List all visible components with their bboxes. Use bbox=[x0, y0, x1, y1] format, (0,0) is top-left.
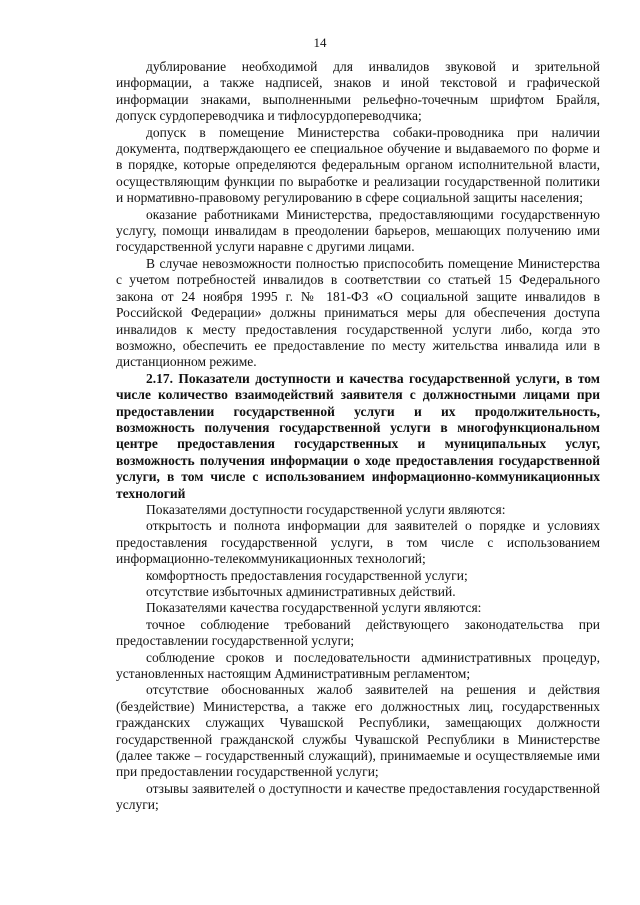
paragraph: открытость и полнота информации для заявителей о порядке и условиях предоставления государственной услуги, в том числе с использованием информационно-телекоммуникационных технологий; bbox=[116, 518, 600, 567]
paragraph: отсутствие избыточных административных действий. bbox=[146, 584, 456, 599]
document-body bbox=[116, 59, 600, 814]
section-heading: 2.17. Показатели доступности и качества государственной услуги, в том числе количество взаимодействий заявителя с должностными лицами при предоставлении государственной услуги и их продолжительность, возможность получения государственной услуги в многофункциональном центре предоставления государственных и муниципальных услуг, возможность получения информации о ходе предоставления государственной услуги, в том числе с использованием информационно-коммуникационных технологий bbox=[116, 370, 600, 501]
paragraph: Показателями доступности государственной услуги являются: bbox=[146, 501, 506, 517]
paragraph: допуск в помещение Министерства собаки-проводника при наличии документа, подтверждающего ее специальное обучение и выдаваемого по форме и в порядке, которые определяются федеральным органом исполнительной власти, осуществляющим функции по выработке и реализации государственной политики и нормативно-правовому регулированию в сфере социальной защиты населения; bbox=[116, 124, 600, 206]
paragraph: Показателями качества государственной услуги являются: bbox=[146, 600, 482, 616]
paragraph: отсутствие обоснованных жалоб заявителей на решения и действия (бездействие) Министерства, а также его должностных лиц, государственных гражданских служащих Чувашской Республики, замещающих должности государственной гражданской службы Чувашской Республики в Министерстве (далее также – государственный служащий), принимаемые и осуществляемые ими при предоставлении государственной услуги; bbox=[116, 682, 600, 780]
paragraph: дублирование необходимой для инвалидов звуковой и зрительной информации, а также надписей, знаков и иной текстовой и графической информации знаками, выполненными рельефно-точечным шрифтом Брайля, допуск сурдопереводчика и тифлосурдопереводчика; bbox=[116, 59, 600, 124]
paragraph: В случае невозможности полностью приспособить помещение Министерства с учетом потребностей инвалидов в соответствии со статьей 15 Федерального закона от 24 ноября 1995 г. № 181-ФЗ «О социальной защите инвалидов в Российской Федерации» должны приниматься меры для обеспечения доступа инвалидов к месту предоставления государственной услуги либо, когда это возможно, обеспечить ее предоставление по месту жительства инвалида или в дистанционном режиме. bbox=[116, 255, 600, 370]
paragraph: оказание работниками Министерства, предоставляющими государственную услугу, помощи инвалидам в преодолении барьеров, мешающих получению ими государственной услуги наравне с другими лицами. bbox=[116, 206, 600, 255]
paragraph: комфортность предоставления государственной услуги; bbox=[146, 567, 468, 583]
paragraph: соблюдение сроков и последовательности административных процедур, установленных настоящим Административным регламентом; bbox=[116, 649, 600, 682]
paragraph: точное соблюдение требований действующего законодательства при предоставлении государственной услуги; bbox=[116, 616, 600, 649]
paragraph: отзывы заявителей о доступности и качестве предоставления государственной услуги; bbox=[116, 780, 600, 813]
page-number: 14 bbox=[313, 35, 327, 50]
